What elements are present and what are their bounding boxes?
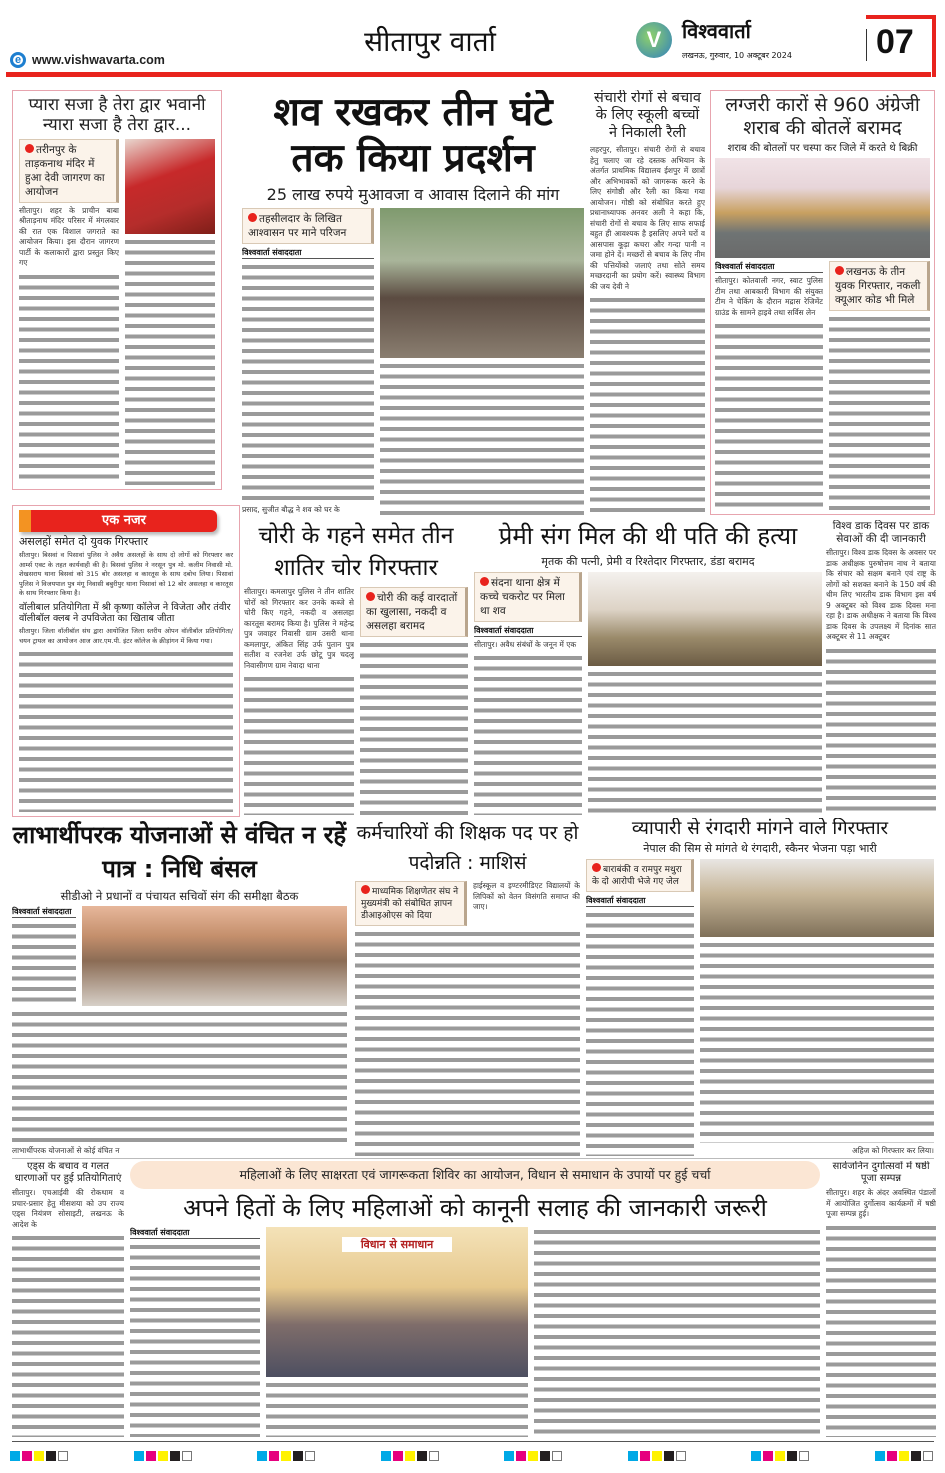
byline: विश्ववार्ता संवाददाता: [242, 247, 374, 259]
kicker: तहसीलदार के लिखित आश्वासन पर माने परिजन: [242, 208, 374, 244]
color-swatch: [134, 1451, 144, 1461]
body-text: [130, 1242, 260, 1437]
color-swatch: [417, 1451, 427, 1461]
body: सीतापुर। कोतवाली नगर, स्वाट पुलिस टीम तथा आबकारी विभाग की संयुक्त टीम ने चेकिंग के दौरान मद्रास रेजिमेंट ग्राउंड के सामने हाइवे तथा सर्विस लेन: [715, 276, 823, 317]
story-cdo-meeting: [12, 818, 347, 1156]
color-swatch: [887, 1451, 897, 1461]
byline: विश्ववार्ता संवाददाता: [12, 906, 76, 918]
body-text: [700, 940, 934, 1142]
body-text: [590, 295, 705, 515]
brief-headline: वॉलीबाल प्रतियोगिता में श्री कृष्णा कॉलेज ने विजेता और तंवीर वॉलीबॉल क्लब ने उपविजेता का खिताब जीता: [19, 601, 231, 625]
body-text: [829, 314, 930, 511]
photo-arrested-accused: [700, 859, 934, 937]
headline: चोरी के गहने समेत तीन शातिर चोर गिरफ्तार: [258, 523, 454, 581]
byline: विश्ववार्ता संवाददाता: [715, 261, 823, 273]
story-women-legal-camp: [130, 1161, 820, 1437]
body-text: [360, 640, 468, 815]
color-swatch: [34, 1451, 44, 1461]
story-liquor-seizure: [710, 90, 935, 515]
color-swatch: [540, 1451, 550, 1461]
color-swatch: [652, 1451, 662, 1461]
color-swatch: [146, 1451, 156, 1461]
section-title: सीतापुर वार्ता: [364, 25, 496, 58]
headline: एड्स के बचाव व गलत धारणाओं पर हुई प्रतियोगिताएं: [14, 1161, 122, 1184]
body-text: [826, 646, 936, 815]
header-rule: [6, 72, 931, 77]
brand-name: विश्ववार्ता: [682, 19, 751, 43]
body: सीतापुर। शहर के अंदर अवस्थित पंडालों में आयोजित दुर्गोत्सव कार्यक्रमों में षष्ठी पूजा सम्पन्न हुई।: [826, 1188, 936, 1218]
photo-devi-jagran: [125, 139, 215, 234]
body: लहरपुर, सीतापुर। संचारी रोगों से बचाव हेतु चलाए जा रहे दस्तक अभियान के अंतर्गत प्राथमिक विद्यालय ईशपुर में छात्रों और अभिभावकों को जागरूक करने के लिए संगोष्ठी और रैली का किया गया आयोजन। गोष्ठी को संबोधित करते हुए प्रधानाध्यापक अनवर अली ने कहा कि, संचारी रोगों से बचाव के लिए साफ सफाई बहुत ही आवश्यक है इसलिए अपने घरों व आसपास कूड़ा कचरा और गन्दा पानी न जमा होने दें। मच्छरों से बचाव के लिए नीम की पत्तियोंको जलाएं तथा सोते समय मच्छरदानी का प्रयोग करें। स्वास्थ्य विभाग की जय देवी ने: [590, 145, 705, 291]
body: हाईस्कूल व इण्टरमीडिएट विद्यालयों के लिपिकों को वेतन विसंगति समाप्त की जाए।: [473, 881, 580, 911]
body-text: [12, 921, 76, 1006]
headline: संचारी रोगों से बचाव के लिए स्कूली बच्चों ने निकाली रैली: [594, 90, 701, 141]
color-swatch: [281, 1451, 291, 1461]
color-swatch: [22, 1451, 32, 1461]
body-text: [19, 272, 119, 485]
color-swatch: [257, 1451, 267, 1461]
headline: प्यारा सजा है तेरा द्वार भवानी न्यारा सजा है तेरा द्वार...: [28, 95, 206, 136]
photo-banner-text: विधान से समाधान: [342, 1237, 452, 1252]
body-text: [125, 237, 215, 485]
brief-body: सीतापुर। बिसवां व पिसावां पुलिस ने अवैध असलहों के साथ दो लोगों को गिरफ्तार कर आर्म्स एक्ट के तहत कार्यवाही की है। बिसवां पुलिस ने नरसून पुत्र मो. कलीम निवासी मो. शेखसराय थाना बिसवां को 315 बोर असलहा व कारतूस के साथ दबोच लिया। पिसावां पुलिस ने विजयपाल पुत्र मंगू निवासी बबुरीपुर थाना पिसावां को 12 बोर असलहा व कारतूस के साथ गिरफ्तार किया है।: [19, 551, 233, 598]
subhead: शराब की बोतलों पर चस्पा कर जिले में करते थे बिक्री: [727, 142, 918, 154]
bullet-icon: [480, 577, 489, 586]
byline: विश्ववार्ता संवाददाता: [586, 895, 694, 907]
bullet-icon: [361, 885, 370, 894]
byline: विश्ववार्ता संवाददाता: [474, 625, 582, 637]
color-swatch: [10, 1451, 20, 1461]
bullet-icon: [366, 592, 375, 601]
body-text: [380, 361, 584, 515]
color-swatch: [504, 1451, 514, 1461]
story-aids-awareness: [12, 1161, 124, 1437]
headline: विश्व डाक दिवस पर डाक सेवाओं की दी जानकारी: [832, 520, 930, 545]
crosshair-mark-icon: [923, 1451, 933, 1461]
body: सीतापुर। एचआईवी की रोकथाम व प्रचार-प्रसार हेतु मीसशया को उप राज्य एड्स नियंत्रण सोसाइटी, लखनऊ के आदेश के: [12, 1188, 124, 1229]
color-swatch-group: [504, 1448, 564, 1462]
color-swatch: [775, 1451, 785, 1461]
story-devi-jagran: [12, 90, 222, 490]
body-text: [534, 1227, 820, 1437]
color-swatch-group: [875, 1448, 935, 1462]
story-school-rally: [590, 90, 705, 515]
crosshair-mark-icon: [552, 1451, 562, 1461]
bullet-icon: [592, 863, 601, 872]
banner-text: महिलाओं के लिए साक्षरता एवं जागरूकता शिविर का आयोजन, विधान से समाधान के उपायों पर हुई चर्चा: [239, 1167, 711, 1182]
headline: लग्जरी कारों से 960 अंग्रेजी शराब की बोतलें बरामद: [725, 94, 920, 139]
kicker: लखनऊ के तीन युवक गिरफ्तार, नकली क्यूआर कोड भी मिले: [829, 261, 930, 311]
body-text: [715, 321, 823, 511]
ek-nazar-banner: [19, 510, 217, 532]
ek-nazar-box: [12, 505, 240, 817]
color-swatch-group: [257, 1448, 317, 1462]
subhead: मृतक की पत्नी, प्रेमी व रिश्तेदार गिरफ्तार, डंडा बरामद: [541, 555, 755, 568]
headline: कर्मचारियों की शिक्षक पद पर हो पदोन्नति : माशिसं: [356, 822, 579, 874]
brief-headline: असलहों समेत दो युवक गिरफ्तार: [19, 535, 148, 548]
brand-logo-icon: V: [636, 22, 672, 58]
story-banner: [130, 1161, 820, 1189]
kicker: माध्यमिक शिक्षणेतर संघ ने मुख्यमंत्री को संबोधित ज्ञापन डीआइओएस को दिया: [355, 881, 467, 926]
masthead: [0, 0, 945, 80]
color-swatch: [381, 1451, 391, 1461]
color-swatch: [911, 1451, 921, 1461]
color-swatch: [899, 1451, 909, 1461]
body-text: [12, 1009, 347, 1142]
subhead: नेपाल की सिम से मांगते थे रंगदारी, स्कैनर भेजना पड़ा भारी: [643, 842, 877, 856]
bullet-icon: [25, 144, 34, 153]
photo-protest: [380, 208, 584, 358]
body: सीतापुर। विश्व डाक दिवस के अवसर पर डाक अधीक्षक पुरुषोत्तम नाथ ने बताया कि संचार को सक्षम बनाने एवं राष्ट्र के लोगों को सशक्त बनाने के 150 वर्ष की थीम लिए भारतीय डाक विभाग इस वर्ष 9 अक्टूबर को विश्व डाक दिवस मना रहा है। डाक अधीक्षक ने बताया कि विश्व डाक दिवस के उपलक्ष्य में दिनांक सात अक्टूबर से 11 अक्टूबर: [826, 548, 936, 642]
story-protest: [242, 90, 584, 515]
color-swatch: [405, 1451, 415, 1461]
body: सीतापुर। अवैध संबंधों के जनून में एक: [474, 639, 577, 649]
story-husband-murder: [474, 520, 822, 815]
headline: सार्वजनिन दुर्गोत्सवों में षष्ठी पूजा सम्पन्न: [832, 1161, 930, 1184]
color-swatch: [528, 1451, 538, 1461]
color-swatch: [269, 1451, 279, 1461]
page-number: 07: [876, 23, 914, 61]
color-swatch: [293, 1451, 303, 1461]
story-thieves-arrested: [244, 520, 468, 815]
color-swatch-group: [628, 1448, 688, 1462]
color-swatch-group: [381, 1448, 441, 1462]
body-text: [355, 929, 580, 1156]
body-text: [474, 653, 582, 815]
kicker: बाराबंकी व रामपुर मथुरा के दो आरोपी भेजे गए जेल: [586, 859, 694, 892]
kicker: तरीनपुर के ताड़कनाथ मंदिर में हुआ देवी जागरण का आयोजन: [19, 139, 119, 203]
color-swatch: [875, 1451, 885, 1461]
color-swatch: [640, 1451, 650, 1461]
color-swatch: [393, 1451, 403, 1461]
body-text: [266, 1380, 528, 1437]
body: सीतापुर। कमलापुर पुलिस ने तीन शातिर चोरों को गिरफ्तार कर उनके कब्जे से चोरी किए गहने, नकदी व असलहा कारतूस बरामद किया है। पुलिस ने महेन्द्र पुत्र जवाहर निवासी ग्राम उसरी थाना कमलापुर, अंकित सिंह उर्फ पुतान पुत्र सतीश व रजनेश उर्फ छोटू पुत्र चदलू निवासीगण ग्राम नेवादा थाना: [244, 587, 354, 670]
crosshair-mark-icon: [182, 1451, 192, 1461]
color-swatch: [158, 1451, 168, 1461]
color-swatch: [664, 1451, 674, 1461]
bullet-icon: [248, 213, 257, 222]
headline: अपने हितों के लिए महिलाओं को कानूनी सलाह की जानकारी जरूरी: [183, 1193, 767, 1222]
body-text: [244, 674, 354, 815]
brief-body: सीतापुर। जिला वॉलीबॉल संघ द्वारा आयोजित जिला स्तरीय ओपन वॉलीबॉल प्रतियोगिता/चयन ट्रायल का आयोजन आज आर.एम.पी. इंटर कॉलेज के क्रीड़ांगन में किया गया।: [19, 627, 233, 645]
body-text: [12, 1233, 124, 1437]
crosshair-mark-icon: [58, 1451, 68, 1461]
color-swatch: [170, 1451, 180, 1461]
story-extortion-arrest: [586, 818, 934, 1156]
headline: व्यापारी से रंगदारी मांगने वाले गिरफ्तार: [631, 818, 889, 839]
crosshair-mark-icon: [799, 1451, 809, 1461]
browser-icon: e: [10, 52, 26, 68]
photo-police-press: [588, 572, 822, 666]
page-number-box: [866, 15, 936, 77]
story-teacher-promotion: [355, 818, 580, 1156]
color-swatch: [787, 1451, 797, 1461]
crosshair-mark-icon: [429, 1451, 439, 1461]
headline: शव रखकर तीन घंटे तक किया प्रदर्शन: [273, 90, 553, 181]
divider: [12, 1158, 934, 1159]
website-url[interactable]: www.vishwavarta.com: [32, 53, 165, 67]
body-text: [586, 910, 694, 1156]
color-swatch: [628, 1451, 638, 1461]
color-swatch-group: [751, 1448, 811, 1462]
color-swatch: [46, 1451, 56, 1461]
body-text: [242, 262, 374, 502]
body: सीतापुर। शहर के प्राचीन बाबा श्रीताड़नाथ मंदिर परिसर में मंगलवार की रात एक विशाल जगराते का आयोजन किया। इस दौरान जागरण पार्टी के कलाकारों द्वारा प्रस्तुत किए गए: [19, 205, 119, 268]
dateline: लखनऊ, गुरुवार, 10 अक्टूबर 2024: [682, 51, 792, 60]
photo-women-legal-camp: [266, 1227, 528, 1377]
body-text: [19, 649, 233, 812]
color-swatch: [516, 1451, 526, 1461]
body-text: [826, 1223, 936, 1438]
body-text: [588, 669, 822, 815]
photo-cars-police: [715, 158, 930, 258]
subhead: 25 लाख रुपये मुआवजा व आवास दिलाने की मांग: [266, 185, 560, 204]
color-swatch-group: [10, 1448, 70, 1462]
kicker: संदना थाना क्षेत्र में कच्चे चकरोट पर मिला था शव: [474, 572, 582, 622]
tail: लाभार्थीपरक योजनाओं से कोई वंचित न: [12, 1145, 120, 1155]
tail: अहिज को गिरफ्तार कर लिया।: [851, 1145, 934, 1155]
story-durga-puja: [826, 1161, 936, 1437]
story-body-row: [19, 139, 215, 485]
color-swatch-group: [134, 1448, 194, 1462]
color-swatch: [763, 1451, 773, 1461]
crosshair-mark-icon: [676, 1451, 686, 1461]
photo-meeting: [82, 906, 347, 1006]
story-post-day: [826, 520, 936, 815]
color-swatch: [751, 1451, 761, 1461]
kicker: चोरी की कई वारदातों का खुलासा, नकदी व असलहा बरामद: [360, 587, 468, 637]
footer-rule: [12, 1441, 934, 1442]
headline: लाभार्थीपरक योजनाओं से वंचित न रहें पात्र : निधि बंसल: [12, 821, 347, 883]
headline: प्रेमी संग मिल की थी पति की हत्या: [498, 522, 798, 550]
ek-nazar-title: एक नजर: [102, 513, 146, 528]
bullet-icon: [835, 266, 844, 275]
tail: प्रसाद, सुजीत बौद्ध ने शव को घर के: [242, 504, 340, 514]
byline: विश्ववार्ता संवाददाता: [130, 1227, 260, 1239]
subhead: सीडीओ ने प्रधानों व पंचायत सचिवों संग की समीक्षा बैठक: [60, 889, 299, 903]
registration-marks: [10, 1448, 935, 1462]
crosshair-mark-icon: [305, 1451, 315, 1461]
